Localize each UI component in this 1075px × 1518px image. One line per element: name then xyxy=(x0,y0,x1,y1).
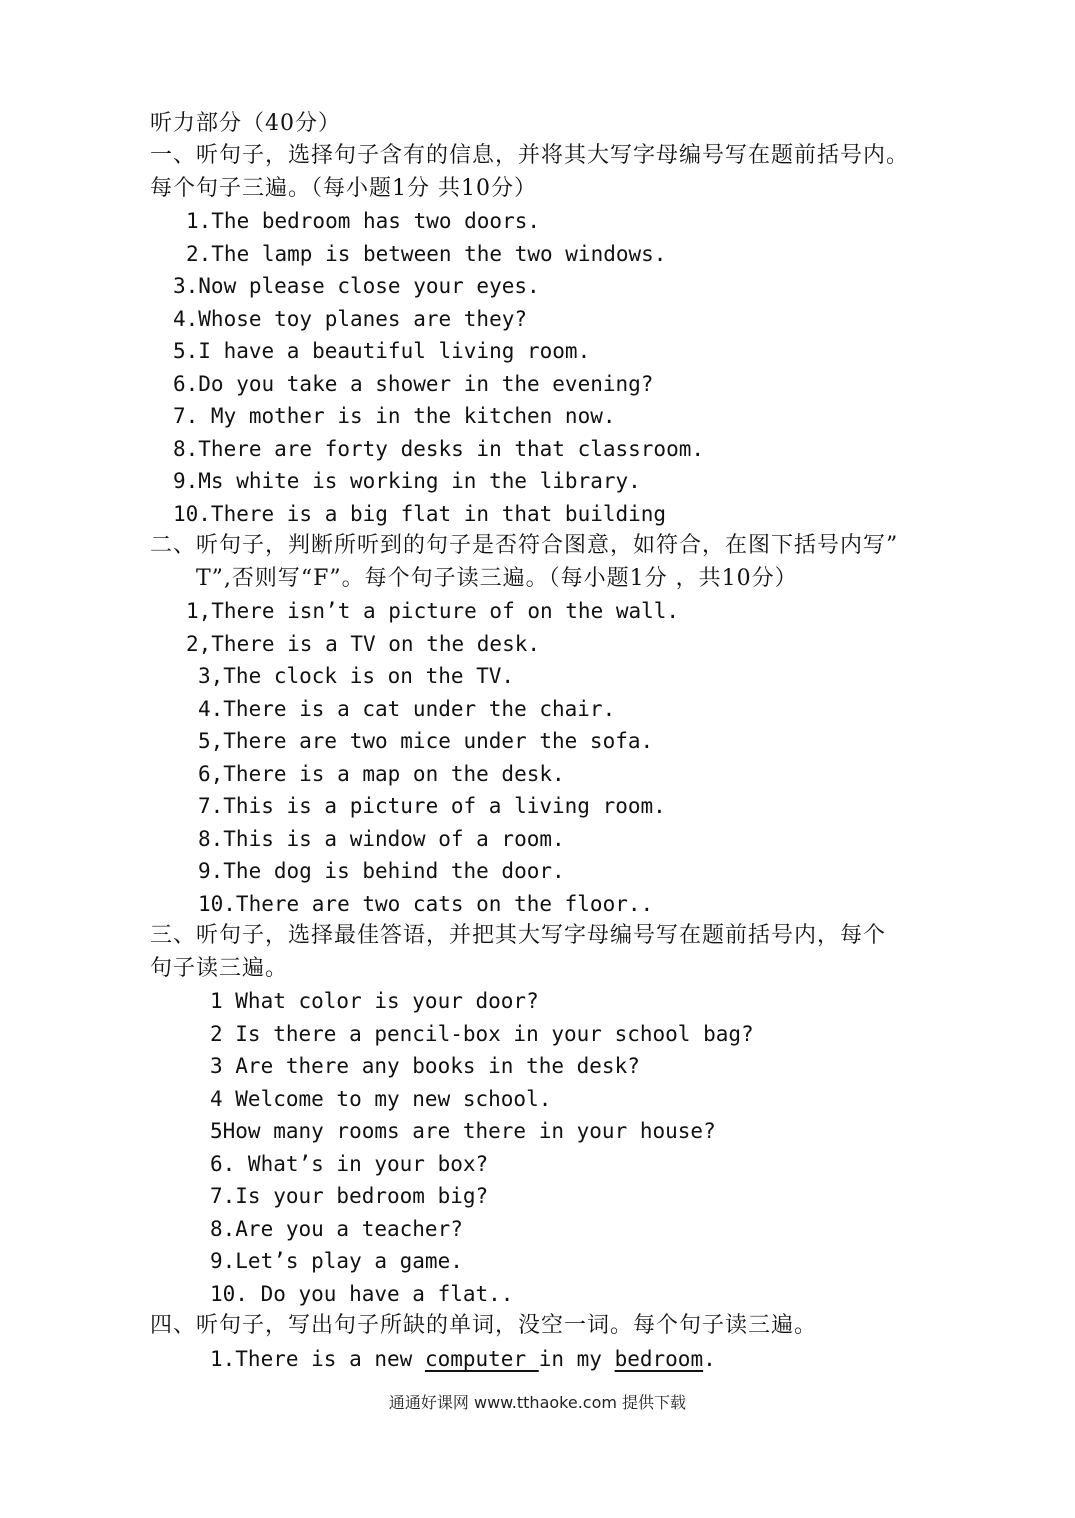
fill-blank-answer: computer xyxy=(424,1347,539,1371)
section4-item-end: . xyxy=(703,1347,716,1371)
section1-item: 5.I have a beautiful living room. xyxy=(173,339,591,363)
section1-item: 8.There are forty desks in that classroom. xyxy=(173,437,705,461)
section4-item-mid: in my xyxy=(538,1347,615,1371)
section1-heading-line2: 每个句子三遍。（每小题1分 共10分） xyxy=(150,176,537,201)
section2-item: 1,There isn’t a picture of on the wall. xyxy=(186,599,680,623)
section2-item: 5,There are two mice under the sofa. xyxy=(198,729,654,753)
section3-item: 7.Is your bedroom big? xyxy=(210,1184,489,1208)
section2-item: 7.This is a picture of a living room. xyxy=(198,794,666,818)
section2-item: 3,The clock is on the TV. xyxy=(198,664,515,688)
section3-item: 5How many rooms are there in your house? xyxy=(210,1119,716,1143)
section1-item: 10.There is a big flat in that building xyxy=(173,502,667,526)
section3-item: 9.Let’s play a game. xyxy=(210,1249,463,1273)
section2-item: 9.The dog is behind the door. xyxy=(198,859,565,883)
section1-item: 3.Now please close your eyes. xyxy=(173,274,540,298)
section2-heading-line2: T”,否则写“F”。每个句子读三遍。（每小题1分 ，共10分） xyxy=(196,566,798,591)
section3-item: 10. Do you have a flat.. xyxy=(210,1282,514,1306)
section3-item: 1 What color is your door? xyxy=(210,989,539,1013)
section-title: 听力部分（40分） xyxy=(150,111,341,136)
section1-heading-line1: 一、听句子，选择句子含有的信息，并将其大写字母编号写在题前括号内。 xyxy=(150,143,910,168)
section1-item: 9.Ms white is working in the library. xyxy=(173,469,641,493)
section2-item: 2,There is a TV on the desk. xyxy=(186,632,541,656)
section2-item: 8.This is a window of a room. xyxy=(198,827,565,851)
section3-item: 4 Welcome to my new school. xyxy=(210,1087,552,1111)
section1-item: 2.The lamp is between the two windows. xyxy=(186,242,667,266)
section3-heading-line2: 句子读三遍。 xyxy=(150,956,289,981)
section4-item-prefix: 1.There is a new xyxy=(210,1347,425,1371)
section1-item: 7. My mother is in the kitchen now. xyxy=(173,404,616,428)
section3-item: 8.Are you a teacher? xyxy=(210,1217,463,1241)
section1-item: 1.The bedroom has two doors. xyxy=(186,209,541,233)
section3-heading-line1: 三、听句子，选择最佳答语，并把其大写字母编号写在题前括号内，每个 xyxy=(150,923,887,948)
section4-item xyxy=(210,1343,716,1375)
fill-blank-answer: bedroom xyxy=(614,1347,704,1371)
section1-item: 6.Do you take a shower in the evening? xyxy=(173,372,654,396)
section2-item: 4.There is a cat under the chair. xyxy=(198,697,616,721)
section3-item: 3 Are there any books in the desk? xyxy=(210,1054,640,1078)
section1-item: 4.Whose toy planes are they? xyxy=(173,307,528,331)
section2-item: 10.There are two cats on the floor.. xyxy=(198,892,654,916)
section3-item: 6. What’s in your box? xyxy=(210,1152,489,1176)
section2-item: 6,There is a map on the desk. xyxy=(198,762,565,786)
section4-heading: 四、听句子，写出句子所缺的单词，没空一词。每个句子读三遍。 xyxy=(150,1313,818,1338)
page-footer: 通通好课网 www.tthaoke.com 提供下载 xyxy=(388,1393,687,1412)
section2-heading-line1: 二、听句子，判断所听到的句子是否符合图意，如符合，在图下括号内写” xyxy=(150,533,899,558)
section3-item: 2 Is there a pencil-box in your school bag? xyxy=(210,1022,754,1046)
